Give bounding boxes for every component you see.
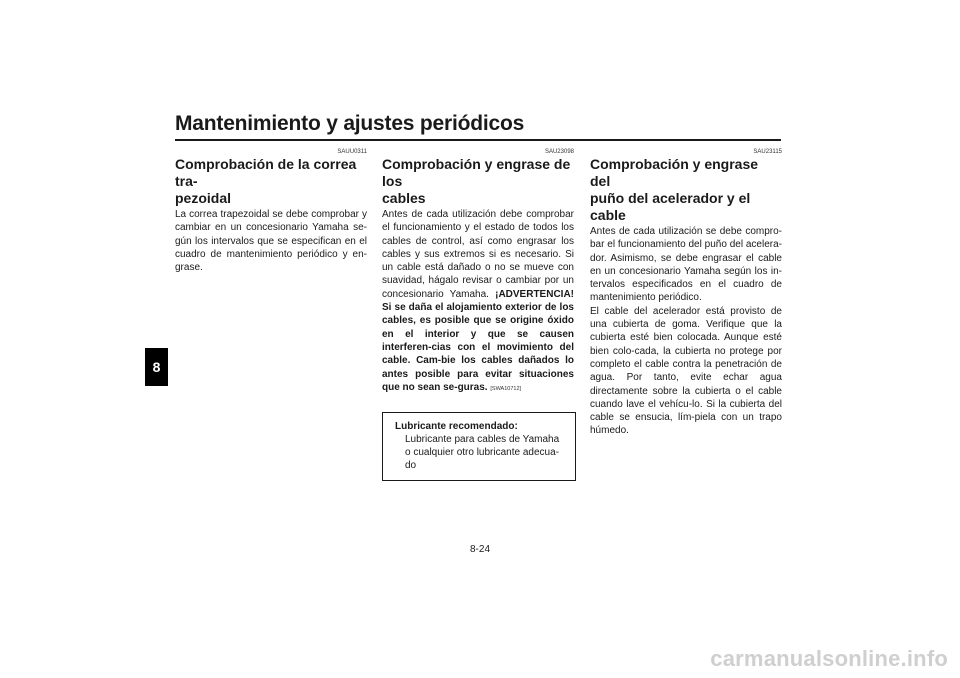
section-heading: Comprobación de la correa tra- pezoidal (175, 156, 357, 206)
page-number: 8-24 (470, 544, 491, 555)
section-code: SAU23115 (753, 149, 782, 155)
warning-text: ¡ADVERTENCIA! Si se daña el alojamiento exterior de los cables, es posible que se origine óxido en el interior y que se causen interferen-cias con el movimiento del cable. Cam-bie los cables dañados lo antes posible para evitar situaciones que no sean se-guras. (382, 288, 574, 393)
warning-code: [SWA10712] (490, 385, 522, 392)
section-body-paragraph-1: Antes de cada utilización se debe compro-bar el funcionamiento del puño del acelera-dor. Asimismo, se debe engrasar el cable en un concesionario Yamaha según los in-tervalos especificados en el cuadro de mantenimiento periódico. (590, 226, 782, 304)
section-correa-trapezoidal (175, 148, 367, 274)
section-body: La correa trapezoidal se debe comprobar y cambiar en un concesionario Yamaha se-gún los intervalos que se especifican en el cuadro de mantenimiento periódico y en-grase. (175, 209, 367, 274)
lubricant-note-text: Lubricante para cables de Yamaha o cualquier otro lubricante adecua-do (405, 434, 560, 472)
section-body-text: Antes de cada utilización debe comprobar el funcionamiento y el estado de todos los cables de control, así como engrasar los cables y sus extremos si es necesario. Si un cable está dañado o no se mueve con suavidad, hágalo revisar o cambiar por un concesionario Yamaha. (382, 209, 574, 300)
section-heading: Comprobación y engrase de los cables (382, 156, 571, 206)
section-code: SAUU0311 (337, 149, 367, 155)
lubricant-note-label: Lubricante recomendado: (395, 421, 518, 433)
watermark: carmanualsonline.info (710, 646, 948, 671)
page-title: Mantenimiento y ajustes periódicos (175, 112, 525, 135)
lubricant-note-box (382, 412, 576, 481)
section-code: SAU23098 (544, 149, 574, 155)
section-puno-acelerador (590, 148, 782, 438)
section-body-paragraph-2: El cable del acelerador está provisto de una cubierta de goma. Verifique que la cubierta esté bien colocada. Aunque esté bien colo-cada, la cubierta no protege por completo el cable contra la penetración de agua. Por tanto, evite echar agua directamente sobre la cubierta o el cable cuando lave el vehícu-lo. Si la cubierta del cable se ensucia, lím-piela con un trapo húmedo. (590, 305, 782, 437)
chapter-tab: 8 (145, 348, 168, 386)
section-engrase-cables (382, 148, 574, 481)
section-heading: Comprobación y engrase del puño del acelerador y el cable (590, 156, 759, 223)
section-body (382, 208, 574, 396)
title-divider (175, 139, 781, 141)
